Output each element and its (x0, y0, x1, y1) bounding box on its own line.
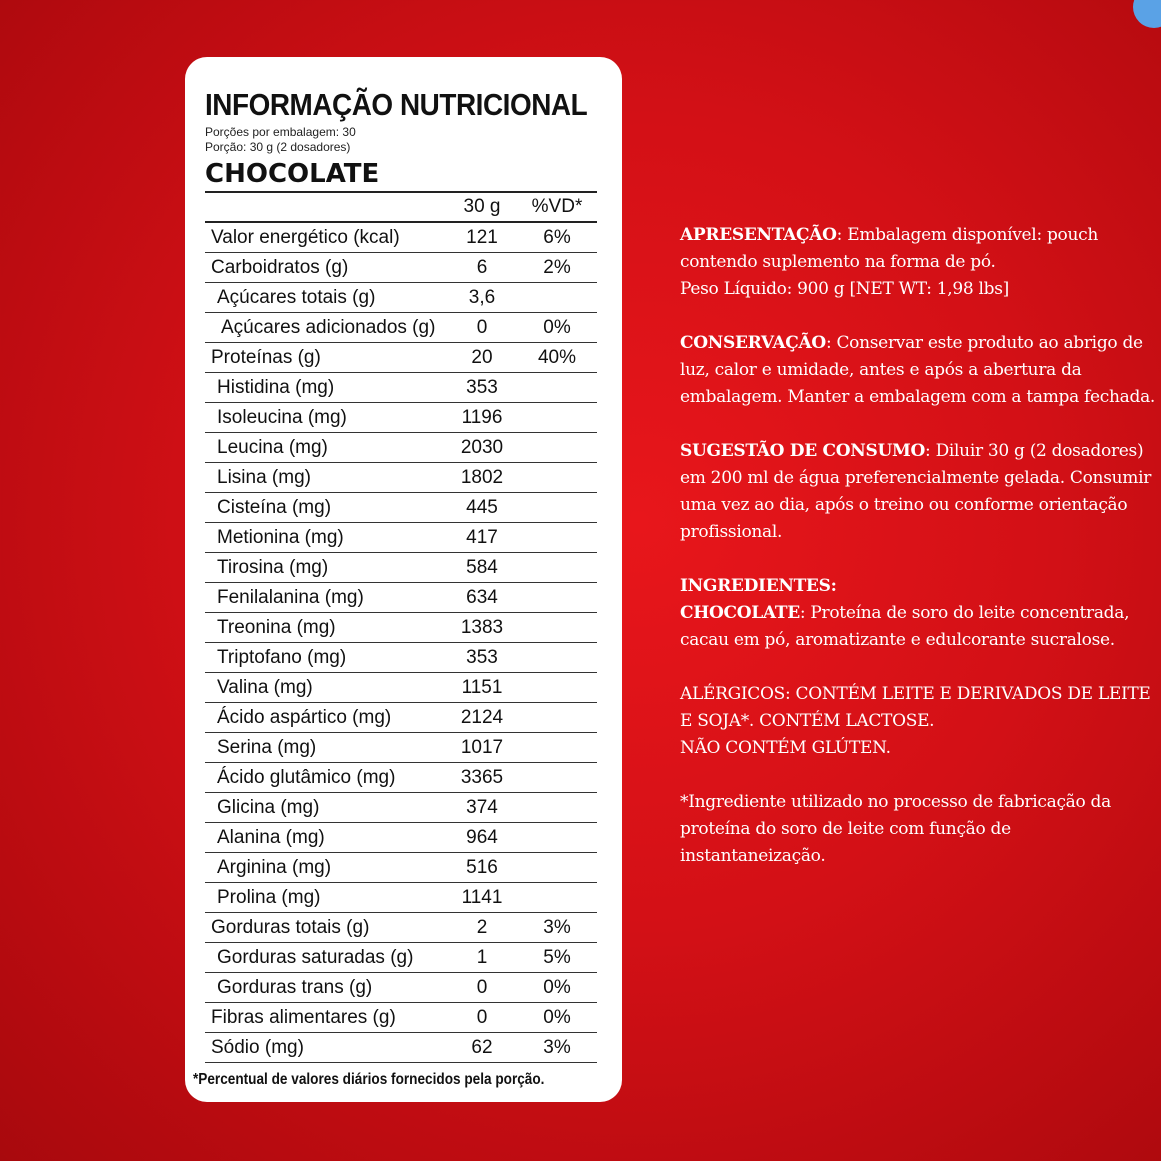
header-daily-value: %VD* (517, 192, 597, 222)
nutrient-name: Açúcares totais (g) (205, 283, 447, 313)
serving-size: Porção: 30 g (2 dosadores) (205, 140, 351, 154)
nutrition-table (205, 191, 597, 1063)
nutrient-name: Tirosina (mg) (205, 553, 447, 583)
nutrient-amount: 374 (447, 793, 517, 823)
nutrient-daily-value (517, 853, 597, 883)
nutrition-row (205, 523, 597, 553)
nutrition-row (205, 583, 597, 613)
nutrition-row (205, 253, 597, 283)
presentation-section (680, 222, 1158, 303)
nutrient-amount: 353 (447, 373, 517, 403)
nutrient-daily-value: 3% (517, 913, 597, 943)
gluten-text: NÃO CONTÉM GLÚTEN. (680, 738, 891, 758)
nutrient-name: Açúcares adicionados (g) (205, 313, 447, 343)
table-header-row (205, 192, 597, 222)
nutrient-amount: 1151 (447, 673, 517, 703)
nutrient-amount: 62 (447, 1033, 517, 1063)
nutrition-row (205, 823, 597, 853)
nutrition-row (205, 883, 597, 913)
nutrition-row (205, 643, 597, 673)
nutrient-daily-value: 0% (517, 313, 597, 343)
nutrient-name: Ácido glutâmico (mg) (205, 763, 447, 793)
nutrient-name: Triptofano (mg) (205, 643, 447, 673)
nutrition-row (205, 973, 597, 1003)
nutrient-name: Valor energético (kcal) (205, 222, 447, 253)
nutrient-amount: 634 (447, 583, 517, 613)
conservation-heading: CONSERVAÇÃO (680, 333, 826, 353)
header-amount: 30 g (447, 192, 517, 222)
flavor-name: CHOCOLATE (205, 159, 380, 189)
nutrient-daily-value (517, 403, 597, 433)
nutrition-row (205, 283, 597, 313)
nutrient-daily-value (517, 493, 597, 523)
nutrient-amount: 1 (447, 943, 517, 973)
nutrient-name: Glicina (mg) (205, 793, 447, 823)
nutrient-name: Sódio (mg) (205, 1033, 447, 1063)
nutrient-daily-value (517, 463, 597, 493)
nutrition-row (205, 222, 597, 253)
allergens-text: ALÉRGICOS: CONTÉM LEITE E DERIVADOS DE LEITE E SOJA*. CONTÉM LACTOSE. (680, 684, 1151, 731)
nutrition-row (205, 1033, 597, 1063)
suggestion-text: : Diluir 30 g (2 dosadores) em 200 ml de água preferencialmente gelada. Consumir uma vez ao dia, após o treino ou conforme orientação profissional. (680, 441, 1152, 542)
ingredients-heading: INGREDIENTES: (680, 576, 837, 596)
nutrient-daily-value: 0% (517, 973, 597, 1003)
nutrition-row (205, 943, 597, 973)
label-footnote: *Percentual de valores diários fornecidos pela porção. (193, 1071, 545, 1088)
nutrient-daily-value (517, 613, 597, 643)
nutrient-daily-value: 2% (517, 253, 597, 283)
nutrient-daily-value: 6% (517, 222, 597, 253)
nutrient-daily-value (517, 883, 597, 913)
nutrient-amount: 584 (447, 553, 517, 583)
presentation-text: : Embalagem disponível: pouch contendo suplemento na forma de pó. (680, 225, 1099, 272)
nutrient-daily-value (517, 643, 597, 673)
ingredients-flavor: CHOCOLATE (680, 603, 800, 623)
nutrition-row (205, 553, 597, 583)
nutrient-daily-value (517, 553, 597, 583)
nutrient-amount: 964 (447, 823, 517, 853)
nutrition-row (205, 793, 597, 823)
suggestion-section (680, 438, 1158, 546)
nutrient-name: Isoleucina (mg) (205, 403, 447, 433)
nutrient-amount: 1383 (447, 613, 517, 643)
nutrition-row (205, 463, 597, 493)
nutrient-daily-value (517, 283, 597, 313)
nutrient-amount: 516 (447, 853, 517, 883)
nutrition-row (205, 373, 597, 403)
nutrient-amount: 353 (447, 643, 517, 673)
nutrient-amount: 121 (447, 222, 517, 253)
nutrient-name: Fibras alimentares (g) (205, 1003, 447, 1033)
nutrient-name: Prolina (mg) (205, 883, 447, 913)
nutrition-row (205, 673, 597, 703)
nutrient-name: Gorduras saturadas (g) (205, 943, 447, 973)
nutrient-amount: 2124 (447, 703, 517, 733)
nutrient-name: Serina (mg) (205, 733, 447, 763)
nutrition-row (205, 403, 597, 433)
nutrient-name: Alanina (mg) (205, 823, 447, 853)
nutrition-row (205, 493, 597, 523)
nutrient-amount: 3,6 (447, 283, 517, 313)
nutrient-daily-value (517, 433, 597, 463)
nutrient-daily-value (517, 703, 597, 733)
nutrient-amount: 1141 (447, 883, 517, 913)
conservation-section (680, 330, 1158, 411)
ingredients-section (680, 573, 1158, 654)
presentation-heading: APRESENTAÇÃO (680, 225, 837, 245)
ingredients-text: : Proteína de soro do leite concentrada, cacau em pó, aromatizante e edulcorante sucralose. (680, 603, 1130, 650)
nutrient-name: Treonina (mg) (205, 613, 447, 643)
nutrient-name: Cisteína (mg) (205, 493, 447, 523)
nutrient-amount: 3365 (447, 763, 517, 793)
nutrient-amount: 0 (447, 313, 517, 343)
nutrient-daily-value: 3% (517, 1033, 597, 1063)
nutrient-amount: 6 (447, 253, 517, 283)
nutrient-amount: 1802 (447, 463, 517, 493)
nutrient-name: Fenilalanina (mg) (205, 583, 447, 613)
nutrient-daily-value (517, 673, 597, 703)
conservation-text: : Conservar este produto ao abrigo de luz, calor e umidade, antes e após a abertura da embalagem. Manter a embalagem com a tampa fechada. (680, 333, 1156, 407)
nutrient-name: Leucina (mg) (205, 433, 447, 463)
nutrient-name: Arginina (mg) (205, 853, 447, 883)
nutrition-row (205, 613, 597, 643)
nutrition-row (205, 913, 597, 943)
nutrition-table-body (205, 222, 597, 1063)
nutrient-name: Carboidratos (g) (205, 253, 447, 283)
nutrition-label-panel (185, 57, 622, 1102)
nutrition-row (205, 433, 597, 463)
servings-per-pack: Porções por embalagem: 30 (205, 125, 356, 139)
nutrition-row (205, 853, 597, 883)
nutrient-daily-value (517, 523, 597, 553)
nutrient-amount: 20 (447, 343, 517, 373)
nutrient-name: Lisina (mg) (205, 463, 447, 493)
suggestion-heading: SUGESTÃO DE CONSUMO (680, 441, 926, 461)
label-title: INFORMAÇÃO NUTRICIONAL (205, 87, 588, 122)
nutrition-row (205, 763, 597, 793)
nutrient-daily-value (517, 583, 597, 613)
nutrient-name: Proteínas (g) (205, 343, 447, 373)
nutrition-row (205, 1003, 597, 1033)
nutrient-name: Histidina (mg) (205, 373, 447, 403)
nutrient-amount: 445 (447, 493, 517, 523)
nutrient-daily-value (517, 823, 597, 853)
header-nutrient (205, 192, 447, 222)
net-weight: Peso Líquido: 900 g [NET WT: 1,98 lbs] (680, 279, 1010, 299)
nutrient-daily-value: 40% (517, 343, 597, 373)
nutrient-amount: 0 (447, 1003, 517, 1033)
nutrient-name: Gorduras totais (g) (205, 913, 447, 943)
nutrition-row (205, 703, 597, 733)
nutrient-amount: 417 (447, 523, 517, 553)
corner-dot-decoration (1133, 0, 1161, 28)
nutrition-row (205, 343, 597, 373)
nutrition-row (205, 313, 597, 343)
nutrition-row (205, 733, 597, 763)
nutrient-daily-value (517, 373, 597, 403)
nutrient-amount: 2030 (447, 433, 517, 463)
allergens-section (680, 681, 1158, 762)
nutrient-daily-value (517, 793, 597, 823)
nutrient-name: Gorduras trans (g) (205, 973, 447, 1003)
product-info-text (680, 222, 1158, 897)
nutrient-daily-value: 5% (517, 943, 597, 973)
nutrient-name: Valina (mg) (205, 673, 447, 703)
nutrient-amount: 0 (447, 973, 517, 1003)
nutrient-daily-value (517, 763, 597, 793)
ingredient-note: *Ingrediente utilizado no processo de fabricação da proteína do soro de leite com função de instantaneização. (680, 792, 1111, 866)
nutrient-amount: 2 (447, 913, 517, 943)
nutrient-daily-value (517, 733, 597, 763)
nutrient-name: Ácido aspártico (mg) (205, 703, 447, 733)
nutrient-amount: 1017 (447, 733, 517, 763)
nutrient-name: Metionina (mg) (205, 523, 447, 553)
nutrient-amount: 1196 (447, 403, 517, 433)
nutrient-daily-value: 0% (517, 1003, 597, 1033)
